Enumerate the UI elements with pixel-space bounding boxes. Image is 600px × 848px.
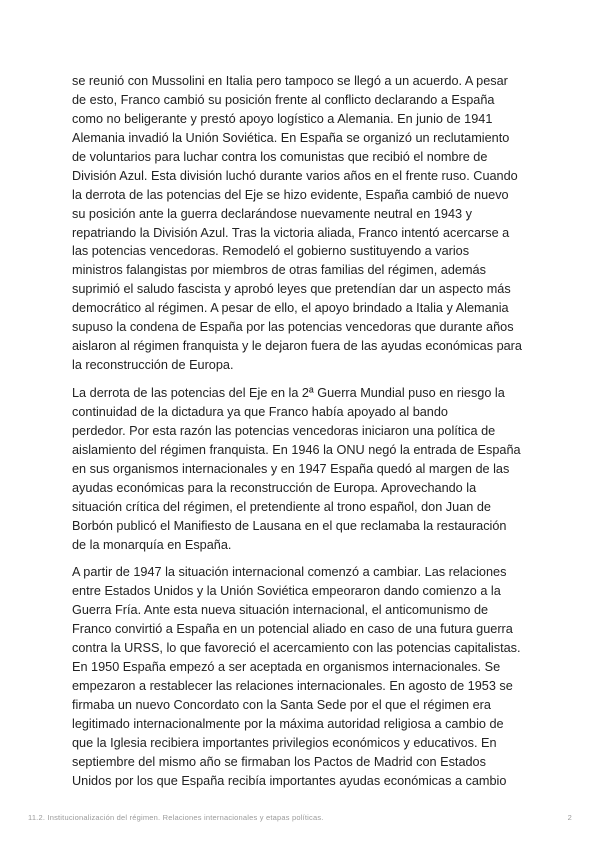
text-line: suprimió el saludo fascista y aprobó leyes que pretendían dar un aspecto más xyxy=(72,282,511,297)
text-line: como no beligerante y prestó apoyo logístico a Alemania. En junio de 1941 xyxy=(72,111,493,126)
text-line: de la monarquía en España. xyxy=(72,537,232,552)
text-line: continuidad de la dictadura ya que Franco había apoyado al bando xyxy=(72,404,448,419)
text-line: ayudas económicas para la reconstrucción de Europa. Aprovechando la xyxy=(72,480,477,495)
body-text xyxy=(72,72,532,800)
text-line: aislamiento del régimen franquista. En 1946 la ONU negó la entrada de España xyxy=(72,442,521,457)
text-line: aislaron al régimen franquista y le dejaron fuera de las ayudas económicas para xyxy=(72,339,522,354)
paragraph-1 xyxy=(72,72,532,375)
text-line: En 1950 España empezó a ser aceptada en organismos internacionales. Se xyxy=(72,660,501,675)
text-line: que la Iglesia recibiera importantes privilegios económicos y educativos. En xyxy=(72,735,497,750)
text-line: La derrota de las potencias del Eje en la 2ª Guerra Mundial puso en riesgo la xyxy=(72,386,505,400)
text-line: septiembre del mismo año se firmaban los Pactos de Madrid con Estados xyxy=(72,754,486,769)
text-line: las potencias vencedoras. Remodeló el gobierno sustituyendo a varios xyxy=(72,244,470,259)
text-line: Franco convirtió a España en un potencial aliado en caso de una futura guerra xyxy=(72,622,513,637)
text-line: supuso la condena de España por las potencias vencedoras que durante años xyxy=(72,320,514,335)
text-line: Guerra Fría. Ante esta nueva situación internacional, el anticomunismo de xyxy=(72,603,489,618)
text-line: la derrota de las potencias del Eje se hizo evidente, España cambió de nuevo xyxy=(72,187,509,202)
text-line: repatriando la División Azul. Tras la victoria aliada, Franco intentó acercarse a xyxy=(72,225,510,240)
text-line: Alemania invadió la Unión Soviética. En España se organizó un reclutamiento xyxy=(72,130,510,145)
text-line: A partir de 1947 la situación internacional comenzó a cambiar. Las relaciones xyxy=(72,565,507,580)
text-line: en sus organismos internacionales y en 1947 España quedó al margen de las xyxy=(72,461,510,476)
text-line: la reconstrucción de Europa. xyxy=(72,358,234,373)
text-line: entre Estados Unidos y la Unión Soviética empeoraron dando comienzo a la xyxy=(72,584,501,599)
text-line: ministros falangistas por miembros de otras familias del régimen, además xyxy=(72,263,486,278)
text-line: empezaron a restablecer las relaciones internacionales. En agosto de 1953 se xyxy=(72,679,513,694)
text-line: perdedor. Por esta razón las potencias vencedoras iniciaron una política de xyxy=(72,423,496,438)
text-line: Unidos por los que España recibía importantes ayudas económicas a cambio xyxy=(72,773,507,788)
text-line: Borbón publicó el Manifiesto de Lausana en el que reclamaba la restauración xyxy=(72,518,507,533)
paragraph-3 xyxy=(72,563,532,790)
text-line: legitimado internacionalmente por la máxima autoridad religiosa a cambio de xyxy=(72,716,504,731)
text-line: División Azul. Esta división luchó durante varios años en el frente ruso. Cuando xyxy=(72,168,518,183)
footer-chapter-title: 11.2. Institucionalización del régimen. Relaciones internacionales y etapas políticas. xyxy=(28,813,324,822)
text-line: democrático al régimen. A pesar de ello, el apoyo brindado a Italia y Alemania xyxy=(72,301,509,316)
text-line: de voluntarios para luchar contra los comunistas que recibió el nombre de xyxy=(72,149,488,164)
paragraph-2 xyxy=(72,384,532,554)
text-line: firmaba un nuevo Concordato con la Santa Sede por el que el régimen era xyxy=(72,698,491,712)
text-line: situación crítica del régimen, el pretendiente al trono español, don Juan de xyxy=(72,499,491,514)
page-number: 2 xyxy=(567,813,572,822)
text-line: contra la URSS, lo que favoreció el acercamiento con las potencias capitalistas. xyxy=(72,641,521,656)
text-line: de esto, Franco cambió su posición frente al conflicto declarando a España xyxy=(72,92,495,107)
text-line: su posición ante la guerra declarándose nuevamente neutral en 1943 y xyxy=(72,206,472,221)
text-line: se reunió con Mussolini en Italia pero tampoco se llegó a un acuerdo. A pesar xyxy=(72,74,508,88)
